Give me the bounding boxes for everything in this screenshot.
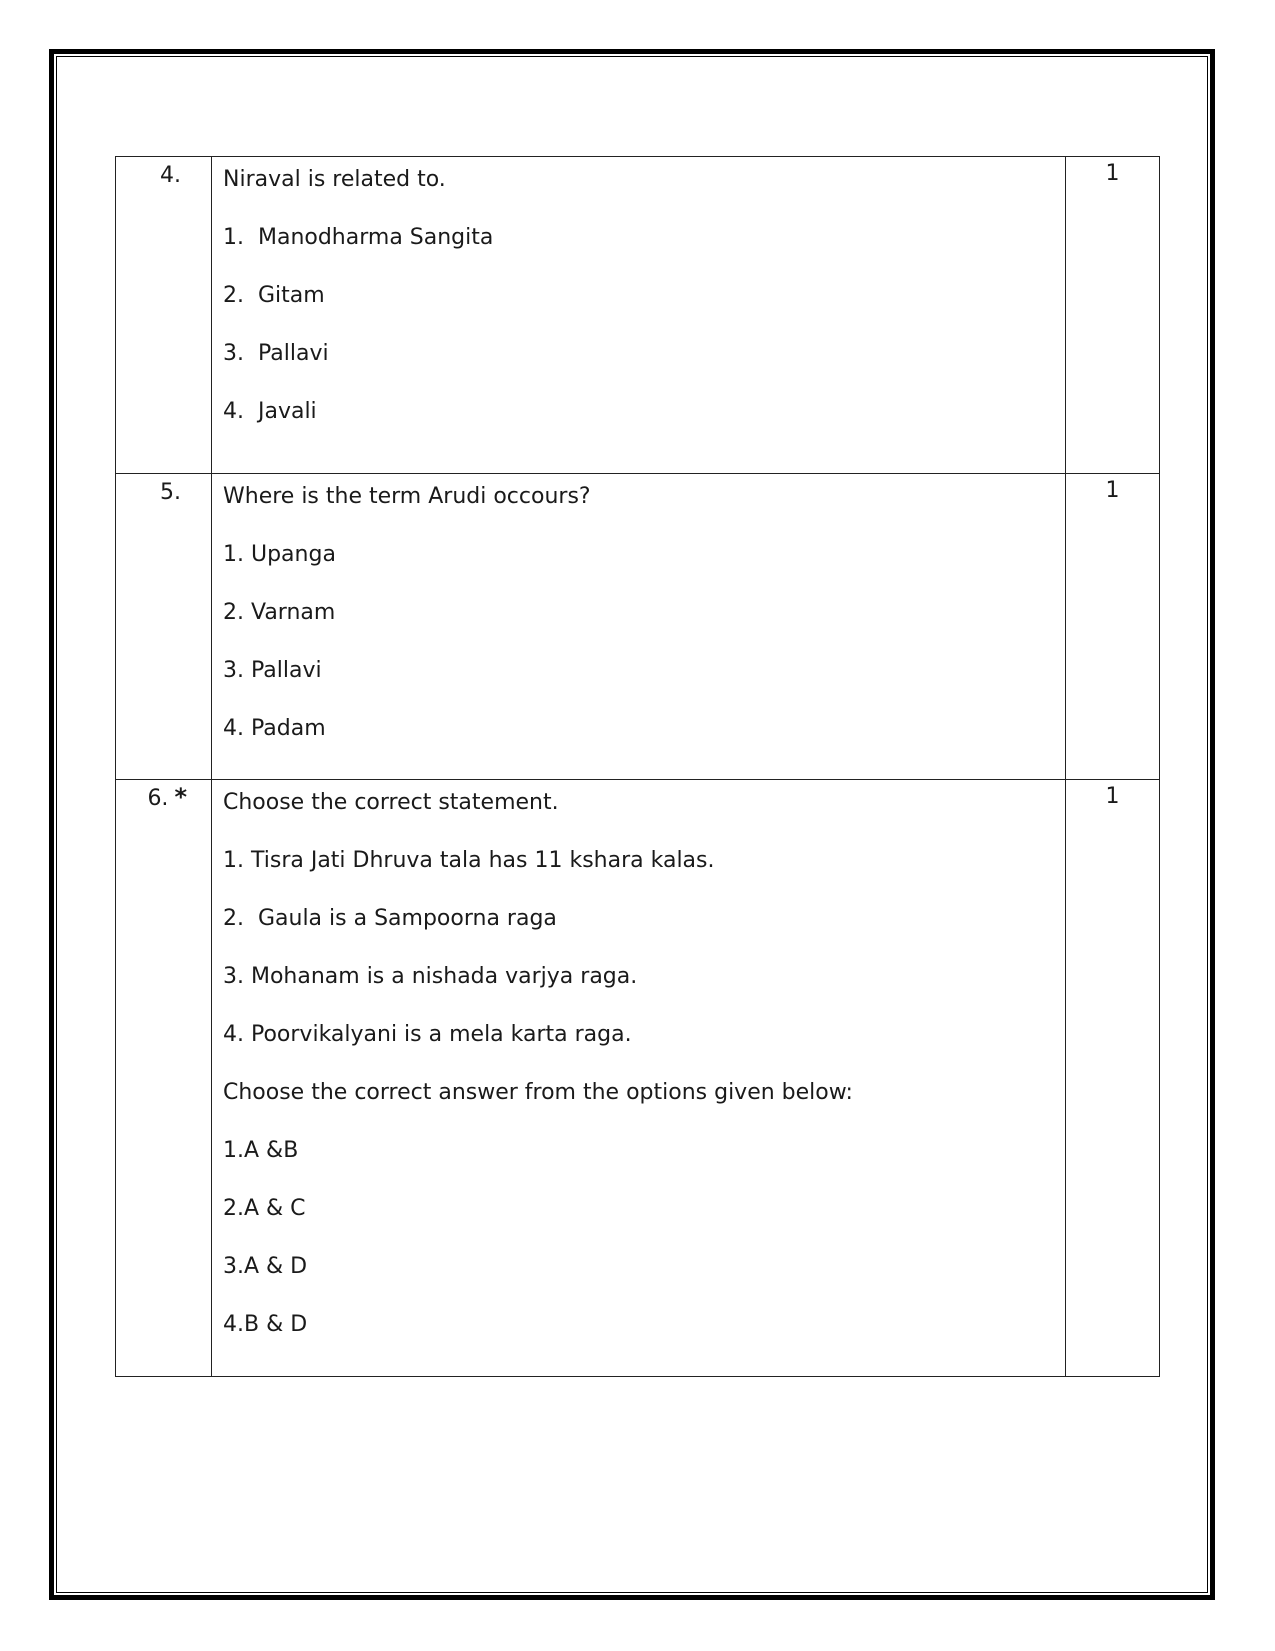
option-line: 3. Pallavi (223, 658, 322, 683)
questions-table (115, 156, 1160, 1377)
marks-cell (1066, 780, 1160, 1377)
question-number-cell (116, 780, 212, 1377)
question-number-cell (116, 474, 212, 780)
option-line: 3.A & D (223, 1254, 308, 1279)
question-stem: Where is the term Arudi occours? (223, 484, 591, 509)
marks-cell (1066, 157, 1160, 474)
question-number: 4. (160, 163, 181, 188)
statement-line: 4. Poorvikalyani is a mela karta raga. (223, 1022, 632, 1047)
statement-line: 2. Gaula is a Sampoorna raga (223, 906, 557, 931)
marks-cell (1066, 474, 1160, 780)
question-text-cell (212, 474, 1066, 780)
option-line: 2.A & C (223, 1196, 306, 1221)
question-stem: Choose the correct statement. (223, 790, 559, 815)
option-line: 3. Pallavi (223, 341, 329, 366)
question-row (116, 157, 1160, 474)
statement-line: 1. Tisra Jati Dhruva tala has 11 kshara kalas. (223, 848, 715, 873)
option-line: 1. Upanga (223, 542, 336, 567)
option-line: 1.A &B (223, 1138, 299, 1163)
option-line: 2. Varnam (223, 600, 336, 625)
question-stem: Niraval is related to. (223, 167, 446, 192)
option-line: 4.B & D (223, 1312, 308, 1337)
option-line: 4. Padam (223, 716, 326, 741)
statement-line: 3. Mohanam is a nishada varjya raga. (223, 964, 638, 989)
option-line: 4. Javali (223, 399, 317, 424)
question-row (116, 474, 1160, 780)
question-number-cell (116, 157, 212, 474)
instruction-line: Choose the correct answer from the options given below: (223, 1080, 853, 1105)
question-number: 6. (147, 786, 169, 811)
question-row (116, 780, 1160, 1377)
question-text-cell (212, 780, 1066, 1377)
question-text-cell (212, 157, 1066, 474)
option-line: 1. Manodharma Sangita (223, 225, 494, 250)
marks-value: 1 (1105, 161, 1120, 186)
option-line: 2. Gitam (223, 283, 325, 308)
question-star: * (174, 783, 187, 811)
marks-value: 1 (1105, 478, 1120, 503)
marks-value: 1 (1105, 784, 1120, 809)
question-number: 5. (160, 480, 181, 505)
